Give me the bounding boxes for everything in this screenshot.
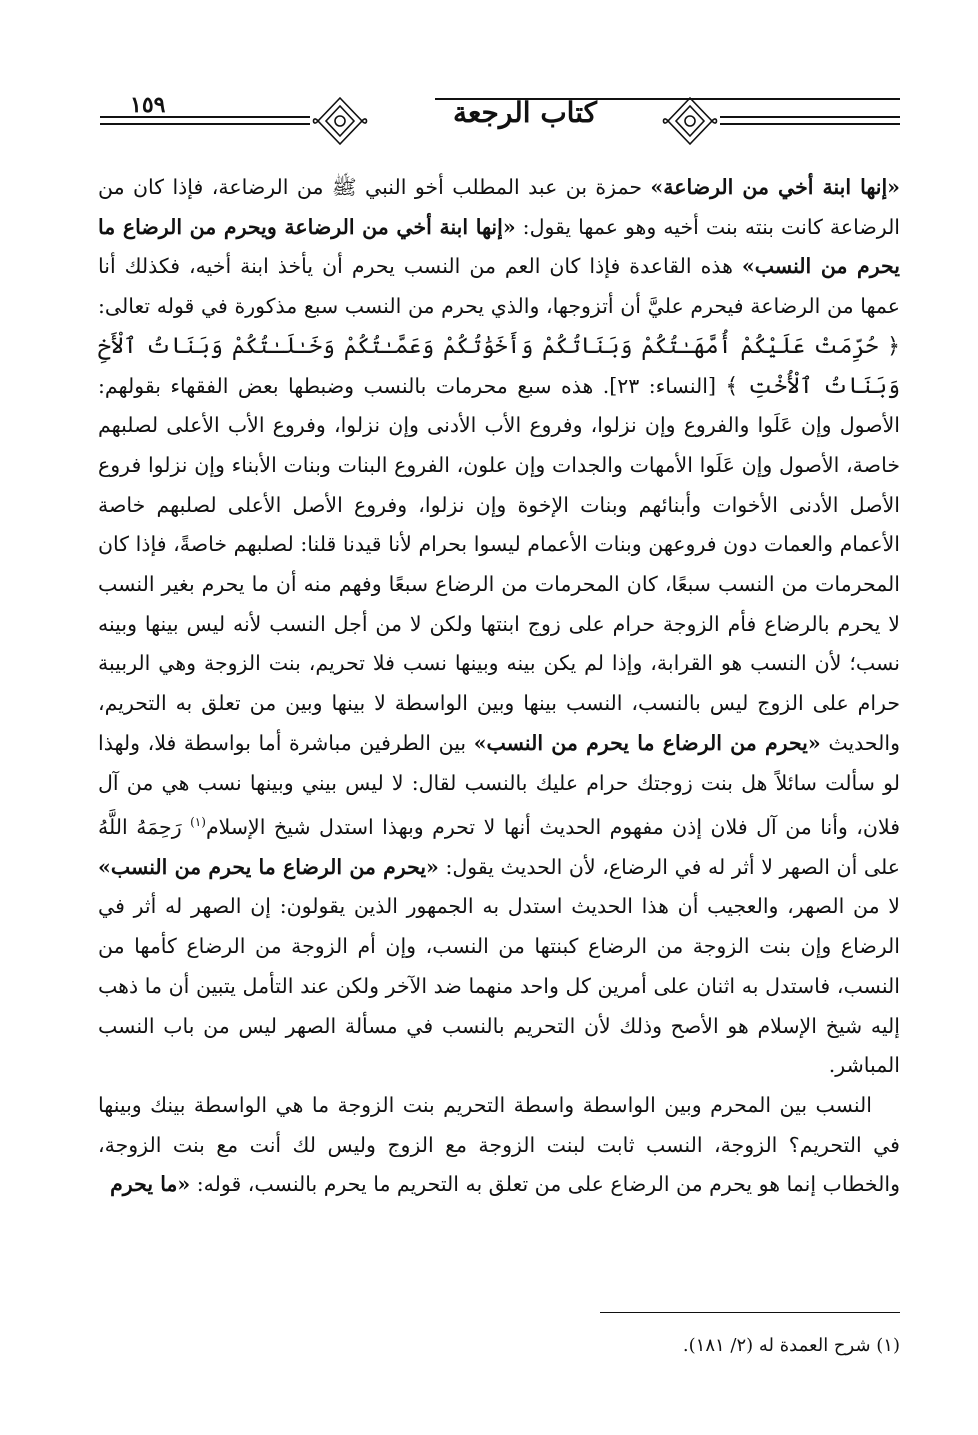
header-rule [100,123,310,125]
page-header [100,90,900,152]
hadith-quote: «يحرم من الرضاع ما يحرم من النسب» [98,854,439,879]
text-run: لا من الصهر، والعجيب أن هذا الحديث استدل به الجمهور الذين يقولون: إن الصهر له أثر في الرضاع وإن بنت الزوجة من الرضاع كبنتها من النسب، وإن أم الزوجة من الرضاع كأمها من النسب، فاستدل به اثنان على أمرين كل واحد منهما ضد الآخر ولكن عند التأمل يتبين أن ما ذهب إليه شيخ الإسلام هو الأصح وذلك لأن التحريم بالنسب في مسألة الصهر ليس من باب النسب المباشر. [98,894,900,1078]
text-run: [النساء: ٢٣]. هذه سبع محرمات بالنسب وضبطها بعض الفقهاء بقولهم: الأصول وإن عَلَوا والفروع وإن نزلوا، وفروع الأب الأدنى وإن نزلوا، وفروع الأب الأعلى لصلبهم خاصة، الأصول وإن عَلَوا الأمهات والجدات وإن علون، الفروع البنات وبنات الأبناء وإن نزلوا فروع الأصل الأدنى الأخوات وأبنائهم وبنات الإخوة وإن نزلوا، وفروع الأصل الأعلى لصلبهم خاصة الأعمام والعمات دون فروعهن وبنات الأعمام ليسوا بحرام لأنا قيدنا قلنا: لصلبهم خاصةً، فإذا كان المحرمات من النسب سبعًا، كان المحرمات من الرضاع سبعًا وفهم منه أن ما يحرم بغير النسب لا يحرم بالرضاع فأم الزوجة حرام على زوج ابنتها ولكن لا من أجل النسب لأنه ليس بينها وبينه نسب؛ لأن النسب هو القرابة، وإذا لم يكن بينه وبينها نسب فلا تحريم، بنت الزوجة وهي الربيبة حرام على الزوج ليس بالنسب، النسب بينها وبين الواسطة لا بينها وبين من تعلق به التحريم، والحديث [98,373,901,755]
hadith-quote: «ما يحرم [110,1172,191,1197]
ornament-icon [660,90,720,152]
text-run: حمزة بن عبد المطلب أخو النبي ﷺ من الرضاعة، فإذا كان من الرضاعة كانت بنته بنت أخيه وهو عمها يقول: [98,175,901,239]
header-rule [720,123,900,125]
body-text [98,168,900,1205]
footnote: (١) شرح العمدة له (٢/ ١٨١). [682,1335,900,1356]
text-run: النسب بين المحرم وبين الواسطة واسطة التحريم بنت الزوجة ما هي الواسطة بينك وبينها في التحريم؟ الزوجة، النسب ثابت لبنت الزوجة مع الزوج وليس لك أنت مع بنت الزوجة، والخطاب إنما هو يحرم من الرضاع على من تعلق به التحريم ما يحرم بالنسب، قوله: [98,1093,900,1197]
hadith-quote: «يحرم من الرضاع ما يحرم من النسب» [473,730,821,755]
footnote-divider [600,1312,900,1313]
text-run: بين الطرفين مباشرة أما بواسطة فلا، ولهذا لو سألت سائلاً هل بنت زوجتك حرام عليك بالنسب لقال: لا ليس بيني وبينها نسب هي من آل فلان، وأنا من آل فلان إذن مفهوم الحديث أنها لا تحرم وبهذا استدل شيخ الإسلام [98,730,900,840]
page-number: ١٥٩ [130,92,166,118]
hadith-quote: «إنها ابنة أخي من الرضاعة» [650,175,900,199]
paragraph [98,168,900,1086]
footnote-ref[interactable]: (١) [190,815,206,830]
text-run: رَحِمَهُ اللَّهُ على أن الصهر لا أثر له في الرضاع، لأن الحديث يقول: [98,815,900,879]
running-title: كتاب الرجعة [452,96,597,129]
text-run: هذه القاعدة فإذا كان العم من النسب يحرم أن يأخذ ابنة أخيه، فكذلك أنا عمها من الرضاعة فيحرم عليَّ أن أتزوجها، والذي يحرم من النسب سبع مذكورة في قوله تعالى: [98,254,900,319]
ornament-icon [310,90,370,152]
hadith-quote: «إنها ابنة أخي من الرضاعة ويحرم من الرضاع ما يحرم من النسب» [98,214,900,279]
paragraph [98,1086,900,1205]
header-rule [720,116,900,118]
quran-verse: ﴿ حُرِّمَتْ عَلَيْكُمْ أُمَّهَـٰتُكُمْ وَبَنَاتُكُمْ وَأَخَوَٰتُكُمْ وَعَمَّـٰتُكُمْ وَخَـٰلَـٰتُكُمْ وَبَنَاتُ ٱلْأَخِ وَبَنَاتُ ٱلْأُخْتِ ﴾ [98,333,900,399]
